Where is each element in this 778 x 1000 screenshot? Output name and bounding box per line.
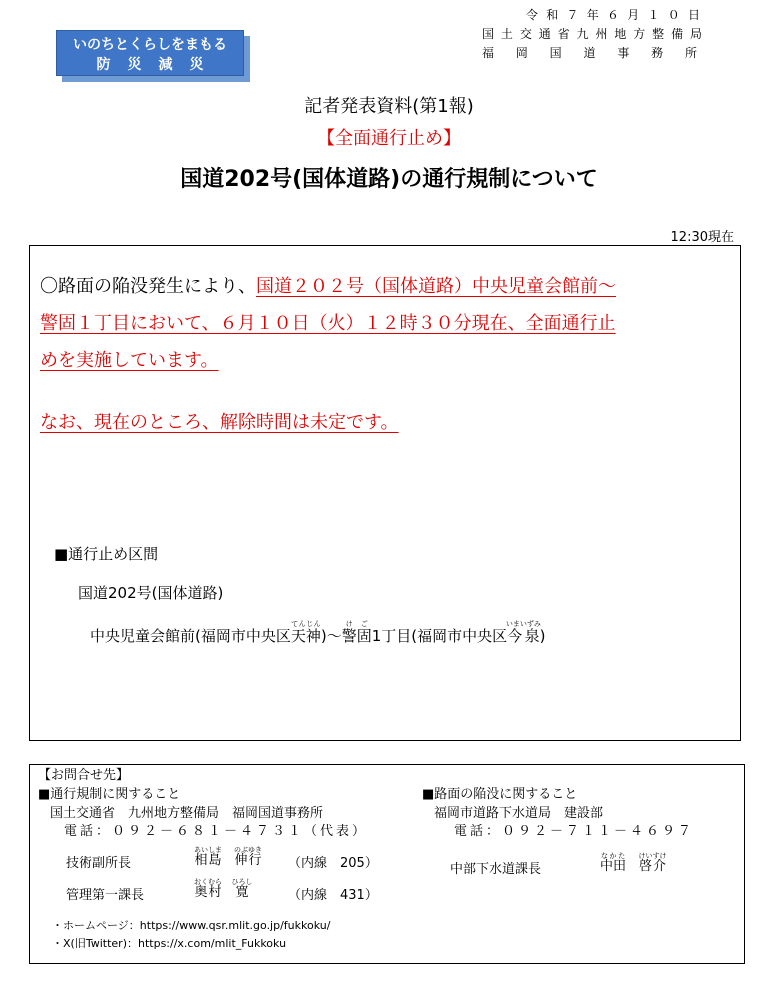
route-mid: )～	[320, 627, 342, 645]
contact-left-tel: 電話：０９２－６８１－４７３１（代表）	[64, 824, 369, 839]
x-link[interactable]: ・X(旧Twitter)：https://x.com/mlit_Fukkoku	[52, 937, 287, 950]
person2-given-ruby: ひろし	[231, 878, 253, 886]
notice-paragraph	[40, 268, 730, 379]
closure-label: 【全面通行止め】	[317, 128, 461, 149]
section-road: 国道202号(国体道路)	[78, 584, 224, 602]
person3-given-ruby: けいすけ	[638, 852, 667, 860]
contact-right-person-role: 中部下水道課長	[450, 862, 542, 877]
disaster-prevention-badge	[56, 30, 244, 82]
contact-left-person2-ext: （内線 431）	[288, 888, 378, 903]
contact-right-heading: ■路面の陥没に関すること	[422, 787, 578, 802]
person2-family: 奥村	[194, 885, 222, 900]
badge-face	[56, 30, 244, 76]
contact-title: 【お問合せ先】	[38, 768, 130, 783]
contact-left-person2-role: 管理第一課長	[66, 888, 145, 903]
links-block	[52, 917, 330, 953]
release-date: 令和７年６月１０日	[526, 8, 702, 22]
person3-given: 啓介	[638, 859, 667, 874]
ministry-name: 国土交通省九州地方整備局	[482, 27, 702, 41]
ruby-kego: けご	[341, 620, 372, 628]
contact-left-person1-role: 技術副所長	[66, 856, 132, 871]
notice-red-line2: 警固１丁目において、６月１０日（火）１２時３０分現在、全面通行止	[40, 313, 616, 334]
person2-given: 寛	[231, 885, 253, 900]
page-title: 国道202号(国体道路)の通行規制について	[180, 167, 598, 192]
release-label: 記者発表資料(第1報)	[304, 96, 474, 117]
as-of-time: 12:30現在	[670, 230, 734, 245]
person1-given-ruby: のぶゆき	[234, 846, 263, 854]
section-route	[90, 620, 546, 646]
notice-lead: 〇路面の陥没発生により、	[40, 276, 256, 297]
place-kego: 警固	[341, 627, 372, 645]
section-heading: ■通行止め区間	[54, 545, 159, 563]
badge-line1: いのちとくらしをまもる	[73, 37, 227, 53]
badge-line2: 防災減災	[96, 57, 221, 73]
route-end: )	[539, 627, 546, 645]
notice-note: なお、現在のところ、解除時間は未定です。	[40, 412, 399, 433]
person3-family-ruby: なかた	[600, 852, 626, 860]
person1-given: 伸行	[234, 853, 263, 868]
ruby-tenjin: てんじん	[290, 620, 321, 628]
route-start: 中央児童会館前(福岡市中央区	[90, 627, 291, 645]
person2-family-ruby: おくむら	[194, 878, 222, 886]
ruby-imaizumi: いまいずみ	[505, 620, 541, 628]
person3-family: 中田	[600, 859, 627, 874]
person1-family-ruby: あいしま	[194, 846, 222, 854]
place-tenjin: 天神	[290, 627, 321, 645]
contact-right-org: 福岡市道路下水道局 建設部	[434, 806, 604, 821]
place-imaizumi: 今泉	[505, 627, 541, 645]
contact-left-person1-ext: （内線 205）	[288, 856, 378, 871]
issuer-block	[482, 6, 702, 63]
office-name: 福岡国道事務所	[482, 46, 702, 60]
person1-family: 相島	[194, 853, 222, 868]
route-mid2: 1丁目(福岡市中央区	[371, 627, 508, 645]
contact-left-person2-name	[194, 878, 253, 900]
homepage-link[interactable]: ・ホームページ：https://www.qsr.mlit.go.jp/fukkoku/	[52, 919, 331, 932]
contact-left-heading: ■通行規制に関すること	[38, 787, 181, 802]
contact-right-person-name	[600, 852, 667, 874]
notice-red-line1: 国道２０２号（国体道路）中央児童会館前～	[256, 276, 616, 297]
contact-left-person1-name	[194, 846, 262, 868]
contact-right-tel: 電話：０９２－７１１－４６９７	[454, 824, 695, 839]
contact-left-org: 国土交通省 九州地方整備局 福岡国道事務所	[50, 806, 324, 821]
notice-red-line3: めを実施しています。	[40, 350, 219, 371]
